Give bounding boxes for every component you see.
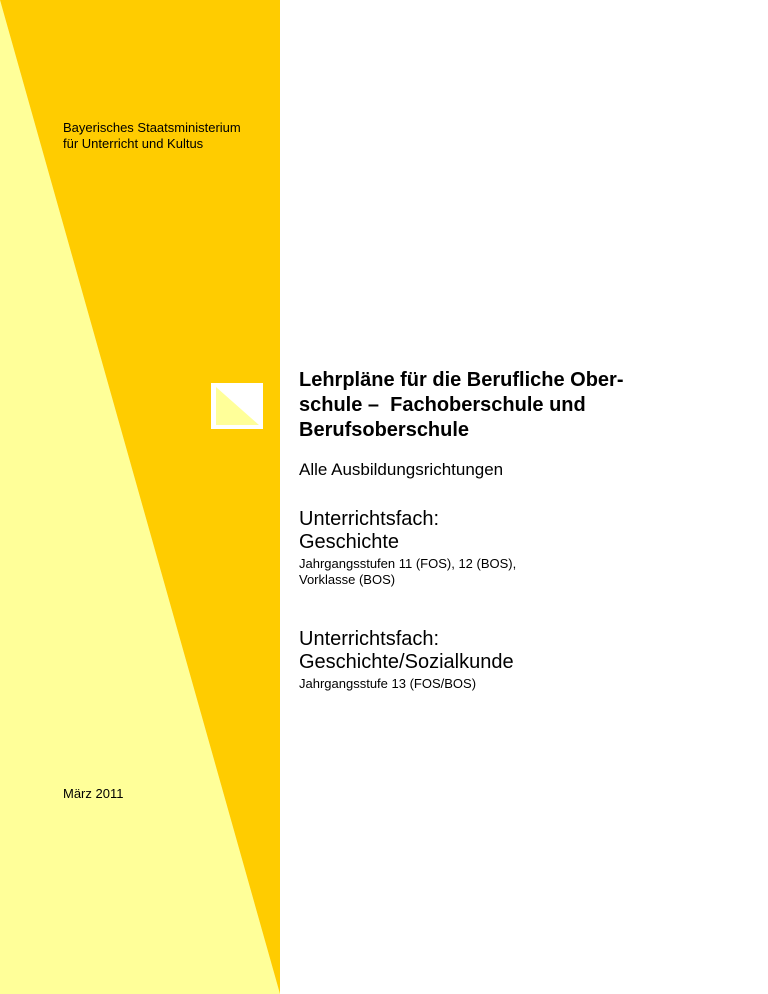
subject-1-name: Geschichte: [299, 531, 400, 553]
title-line-1: Lehrpläne für die Berufliche Ober-: [299, 369, 624, 391]
publication-date: März 2011: [63, 786, 124, 801]
ministry-name: [63, 120, 241, 152]
subject-2-detail-line-1: Jahrgangsstufe 13 (FOS/BOS): [299, 676, 477, 691]
document-title: [299, 368, 624, 443]
ministry-line-2: für Unterricht und Kultus: [63, 136, 204, 151]
subject-1-label: Unterrichtsfach:: [299, 508, 440, 530]
ministry-line-1: Bayerisches Staatsministerium: [63, 120, 241, 135]
subject-1-detail-line-1: Jahrgangsstufen 11 (FOS), 12 (BOS),: [299, 556, 517, 571]
title-line-2: schule – Fachoberschule und: [299, 394, 586, 416]
subject-2-name: Geschichte/Sozialkunde: [299, 651, 514, 673]
subject-1-detail-line-2: Vorklasse (BOS): [299, 572, 396, 587]
diagonal-triangle-logo-icon: [211, 383, 263, 429]
title-line-3: Berufsoberschule: [299, 419, 470, 441]
subject-2-label: Unterrichtsfach:: [299, 628, 440, 650]
document-subtitle: Alle Ausbildungsrichtungen: [299, 460, 504, 479]
